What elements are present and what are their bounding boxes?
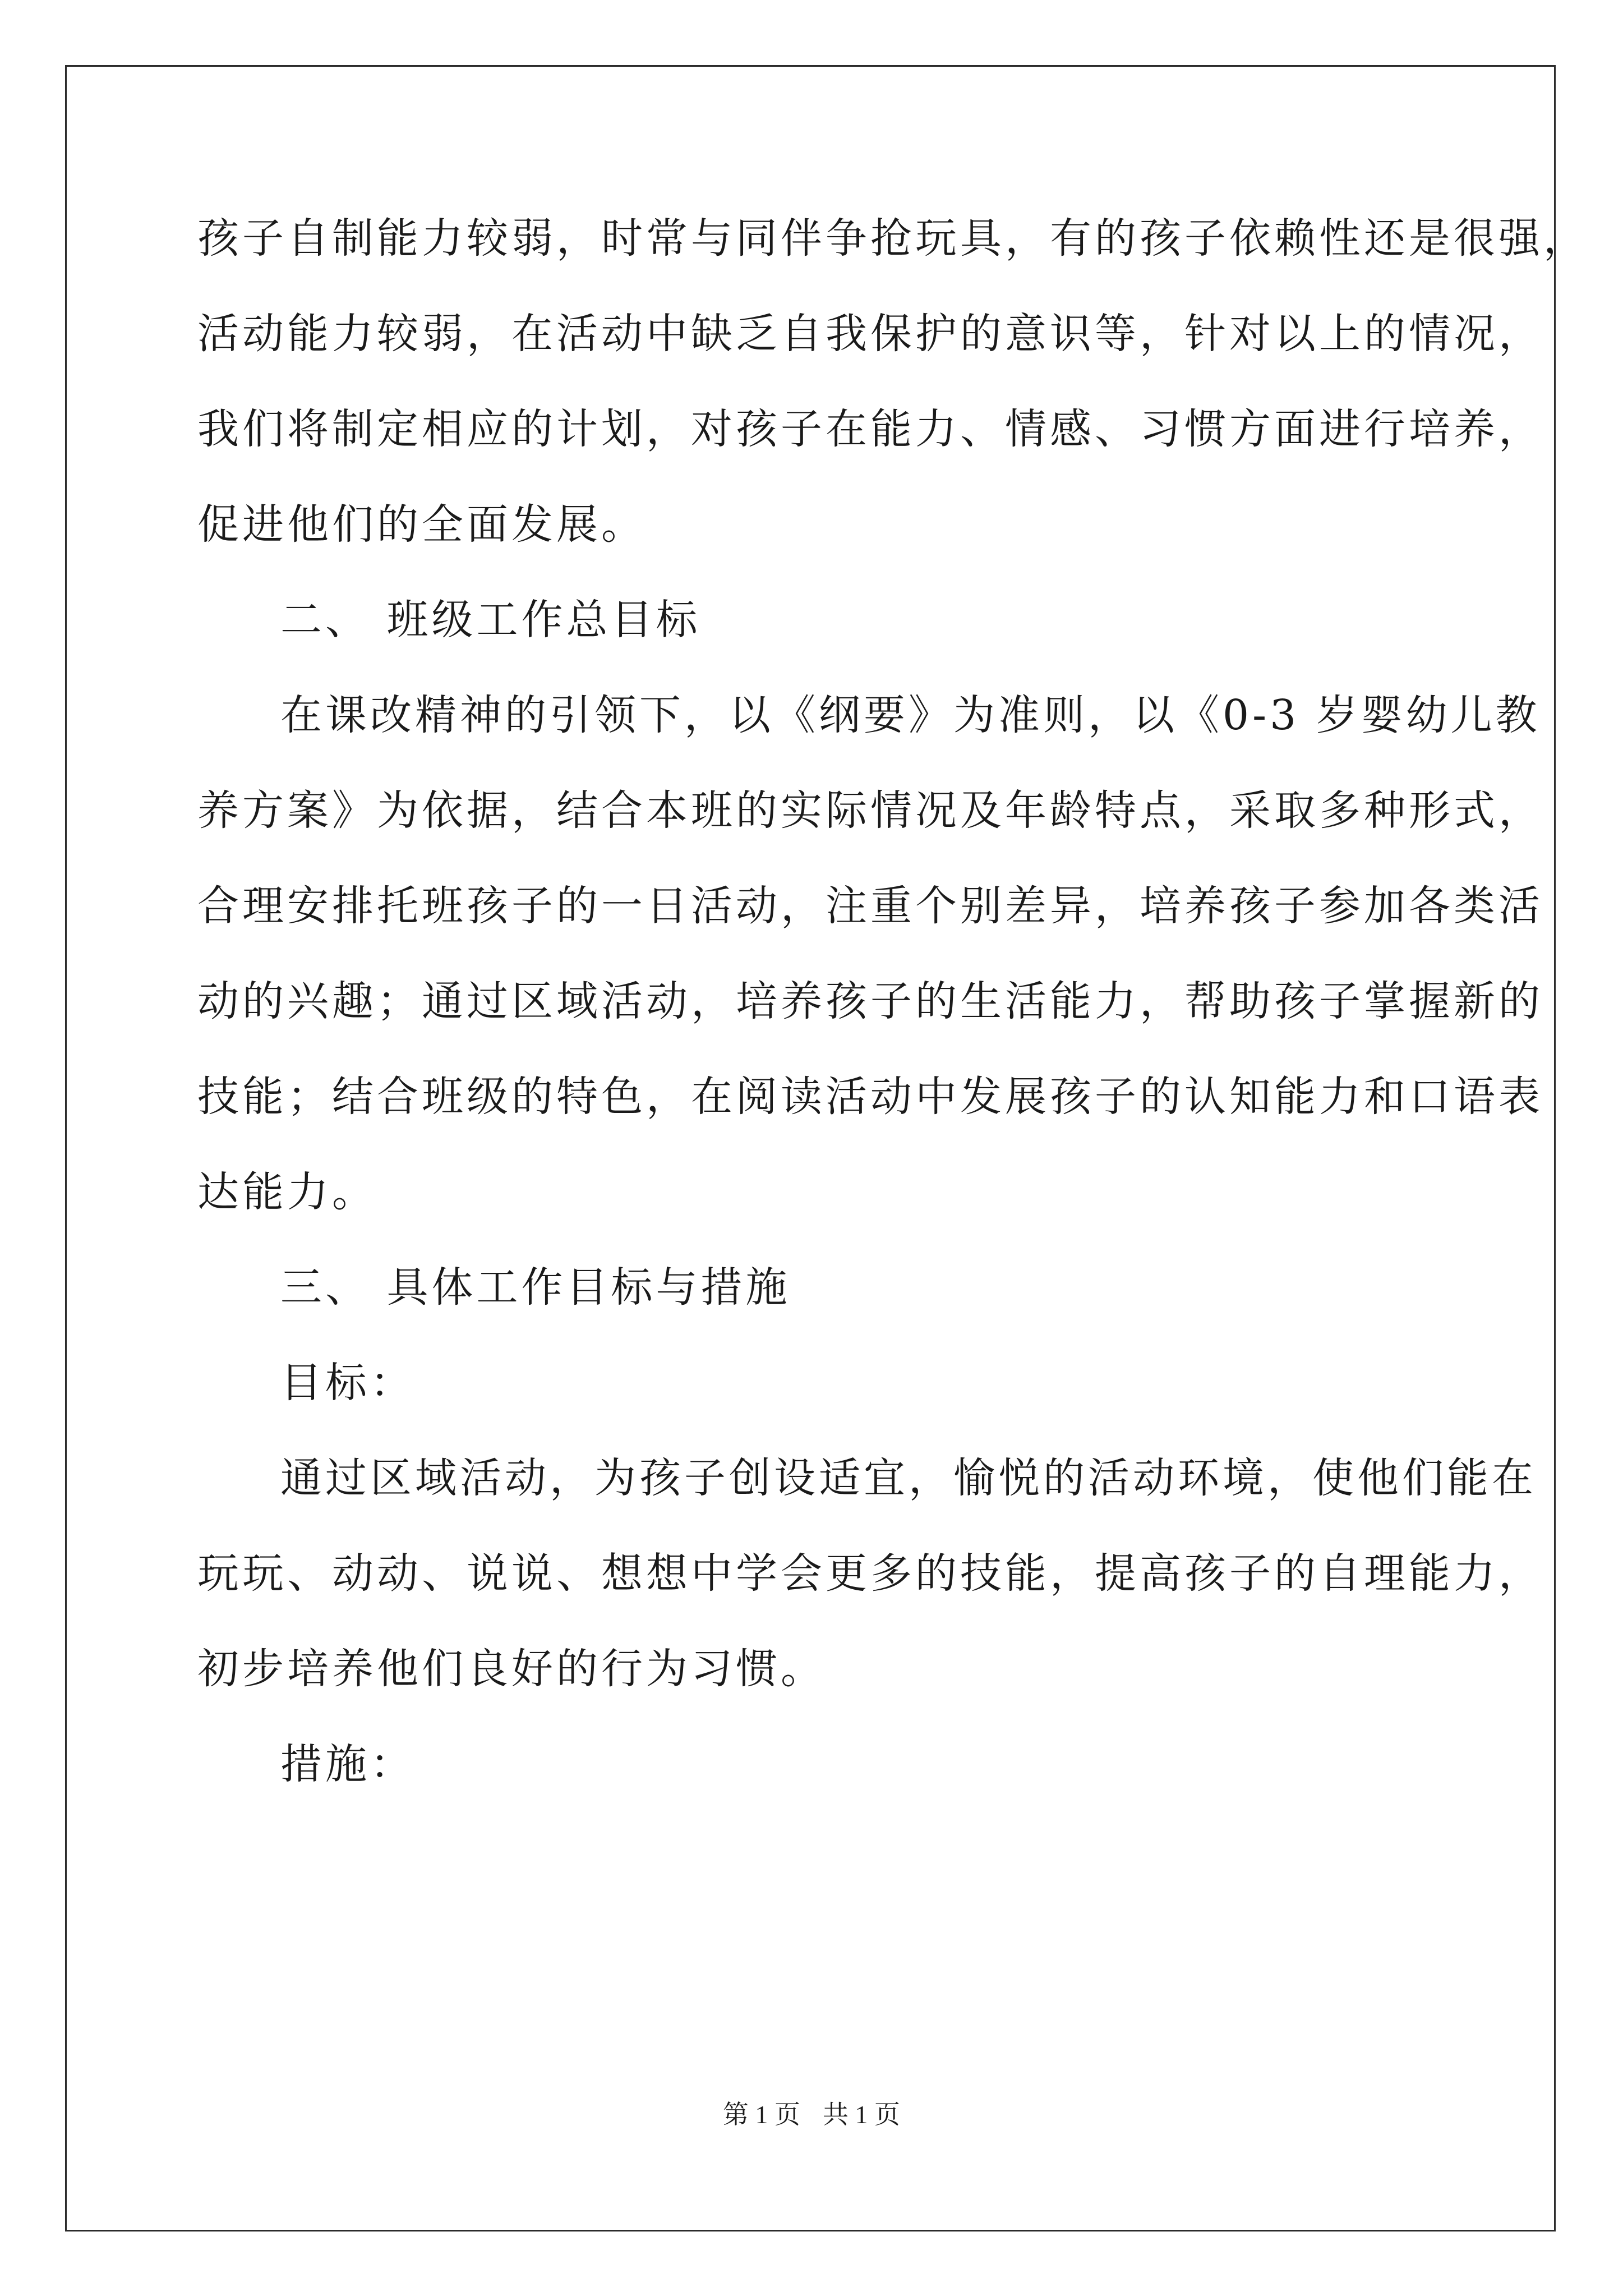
subheading-measures: 措施： <box>280 1740 415 1788</box>
paragraph-line: 孩子自制能力较弱，时常与同伴争抢玩具，有的孩子依赖性还是很强， <box>197 214 1588 263</box>
paragraph-line: 促进他们的全面发展。 <box>197 500 646 549</box>
page-border <box>65 65 1556 2231</box>
paragraph-line: 技能；结合班级的特色，在阅读活动中发展孩子的认知能力和口语表 <box>197 1073 1543 1121</box>
paragraph-line: 我们将制定相应的计划，对孩子在能力、情感、习惯方面进行培养， <box>197 405 1543 453</box>
paragraph-line: 通过区域活动，为孩子创设适宜，愉悦的活动环境，使他们能在 <box>280 1454 1537 1502</box>
section-heading: 二、 班级工作总目标 <box>280 596 701 644</box>
section-heading: 三、 具体工作目标与措施 <box>280 1263 791 1312</box>
paragraph-line: 活动能力较弱，在活动中缺乏自我保护的意识等，针对以上的情况， <box>197 310 1543 358</box>
paragraph-line: 养方案》为依据，结合本班的实际情况及年龄特点，采取多种形式， <box>197 786 1543 835</box>
page-total: 共 1 页 <box>823 2100 900 2129</box>
page-number: 第 1 页 <box>723 2100 800 2129</box>
subheading-goals: 目标： <box>280 1359 415 1407</box>
paragraph-line: 初步培养他们良好的行为习惯。 <box>197 1645 826 1693</box>
paragraph-line: 动的兴趣；通过区域活动，培养孩子的生活能力，帮助孩子掌握新的 <box>197 977 1543 1025</box>
paragraph-line: 合理安排托班孩子的一日活动，注重个别差异，培养孩子参加各类活 <box>197 882 1543 930</box>
paragraph-line: 达能力。 <box>197 1168 377 1216</box>
paragraph-line: 玩玩、动动、说说、想想中学会更多的技能，提高孩子的自理能力， <box>197 1549 1543 1598</box>
paragraph-line: 在课改精神的引领下，以《纲要》为准则，以《0-3 岁婴幼儿教 <box>280 691 1541 739</box>
page-footer <box>0 2098 1623 2132</box>
